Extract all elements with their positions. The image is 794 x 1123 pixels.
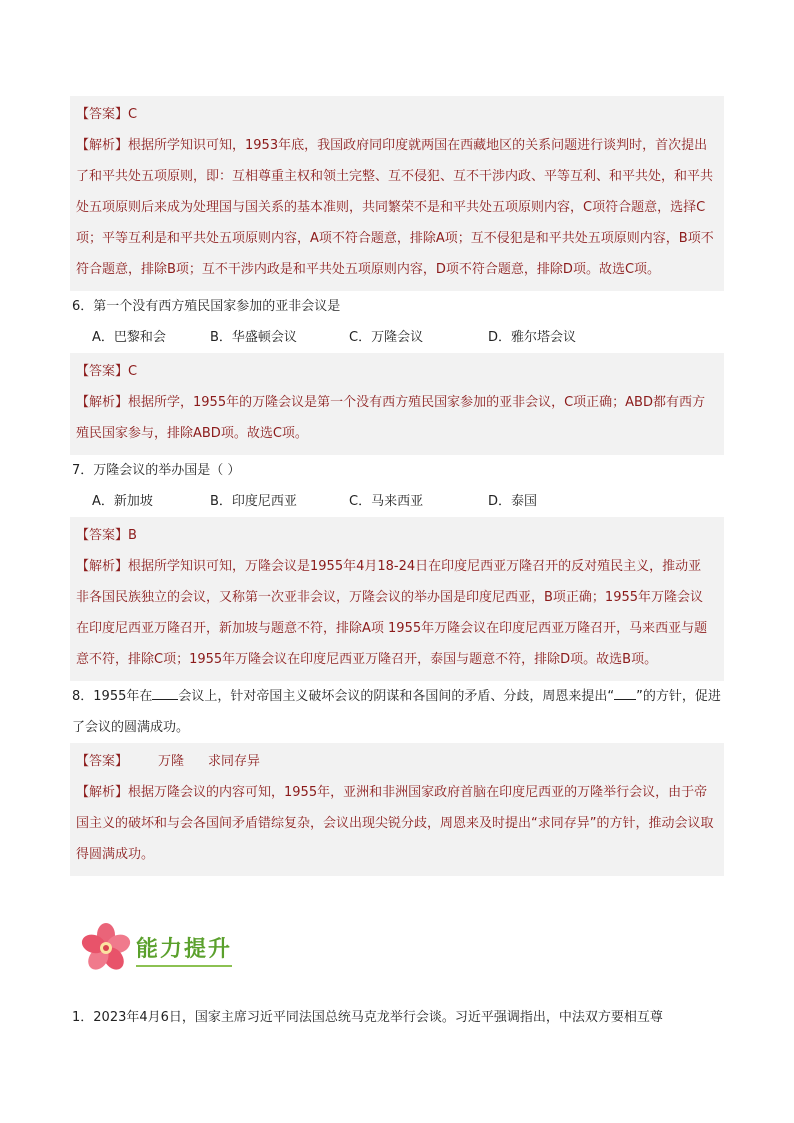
question-8-stem <box>70 681 724 743</box>
option-a: A．巴黎和会 <box>92 330 166 345</box>
answer-line: 【答案】B <box>76 528 137 543</box>
answer-value-2: 求同存异 <box>208 754 261 769</box>
answer-box-8 <box>70 743 724 876</box>
stem-part-b: 会议上，针对帝国主义破坏会议的阴谋和各国间的矛盾、分歧，周恩来提出“ <box>178 689 615 704</box>
option-b: B．印度尼西亚 <box>210 494 297 509</box>
analysis-text: 【解析】根据所学知识可知，万隆会议是1955年4月18-24日在印度尼西亚万隆召开的反对殖民主义，推动亚非各国民族独立的会议，又称第一次亚非会议，万隆会议的举办国是印度尼西亚，B项正确；1955年万隆会议在印度尼西亚万隆召开，新加坡与题意不符，排除A项 1955年万隆会议在印度尼西亚万隆召开，马来西亚与题意不符，排除C项；1955年万隆会议在印度尼西亚万隆召开，泰国与题意不符，排除D项。故选B项。 <box>76 559 708 667</box>
question-6-options <box>70 322 724 353</box>
answer-label: 【答案】 <box>76 754 129 769</box>
answer-box-6 <box>70 353 724 455</box>
option-d: D．泰国 <box>488 494 538 509</box>
fill-blank-1 <box>152 685 178 700</box>
section-header <box>78 918 258 978</box>
analysis-text: 【解析】根据万隆会议的内容可知，1955年，亚洲和非洲国家政府首脑在印度尼西亚的万隆举行会议，由于帝国主义的破坏和与会各国间矛盾错综复杂，会议出现尖锐分歧，周恩来及时提出“求同存异”的方针，推动会议取得圆满成功。 <box>76 785 714 862</box>
analysis-text: 【解析】根据所学，1955年的万隆会议是第一个没有西方殖民国家参加的亚非会议，C项正确；ABD都有西方殖民国家参与，排除ABD项。故选C项。 <box>76 395 705 441</box>
option-a: A．新加坡 <box>92 494 153 509</box>
answer-line: 【答案】C <box>76 107 138 122</box>
stem-part-a: 8．1955年在 <box>72 689 153 704</box>
question-7-stem: 7．万隆会议的举办国是（ ） <box>72 463 241 478</box>
question-7-options <box>70 486 724 517</box>
answer-value-1: 万隆 <box>158 754 185 769</box>
option-c: C．万隆会议 <box>349 330 424 345</box>
option-d: D．雅尔塔会议 <box>488 330 577 345</box>
page-content <box>70 96 724 876</box>
flower-icon <box>78 920 134 976</box>
question-6-stem: 6．第一个没有西方殖民国家参加的亚非会议是 <box>72 299 341 314</box>
fill-blank-2 <box>614 685 636 700</box>
section-title: 能力提升 <box>136 932 232 967</box>
option-c: C．马来西亚 <box>349 494 424 509</box>
next-question-stem: 1．2023年4月6日，国家主席习近平同法国总统马克龙举行会谈。习近平强调指出，中法双方要相互尊 <box>72 1010 663 1025</box>
analysis-text: 【解析】根据所学知识可知，1953年底，我国政府同印度就两国在西藏地区的关系问题进行谈判时，首次提出了和平共处五项原则，即：互相尊重主权和领土完整、互不侵犯、互不干涉内政、平等互利、和平共处，和平共处五项原则后来成为处理国与国关系的基本准则，共同繁荣不是和平共处五项原则内容，C项符合题意，选择C项；平等互利是和平共处五项原则内容，A项不符合题意，排除A项；互不侵犯是和平共处五项原则内容，B项不符合题意，排除B项；互不干涉内政是和平共处五项原则内容，D项不符合题意，排除D项。故选C项。 <box>76 138 714 277</box>
answer-box-7 <box>70 517 724 681</box>
answer-line <box>76 746 714 777</box>
answer-line: 【答案】C <box>76 364 138 379</box>
option-b: B．华盛顿会议 <box>210 330 297 345</box>
stem-part-c: ”的方针，促进了会议的圆满成功。 <box>72 689 721 735</box>
answer-box-5 <box>70 96 724 291</box>
